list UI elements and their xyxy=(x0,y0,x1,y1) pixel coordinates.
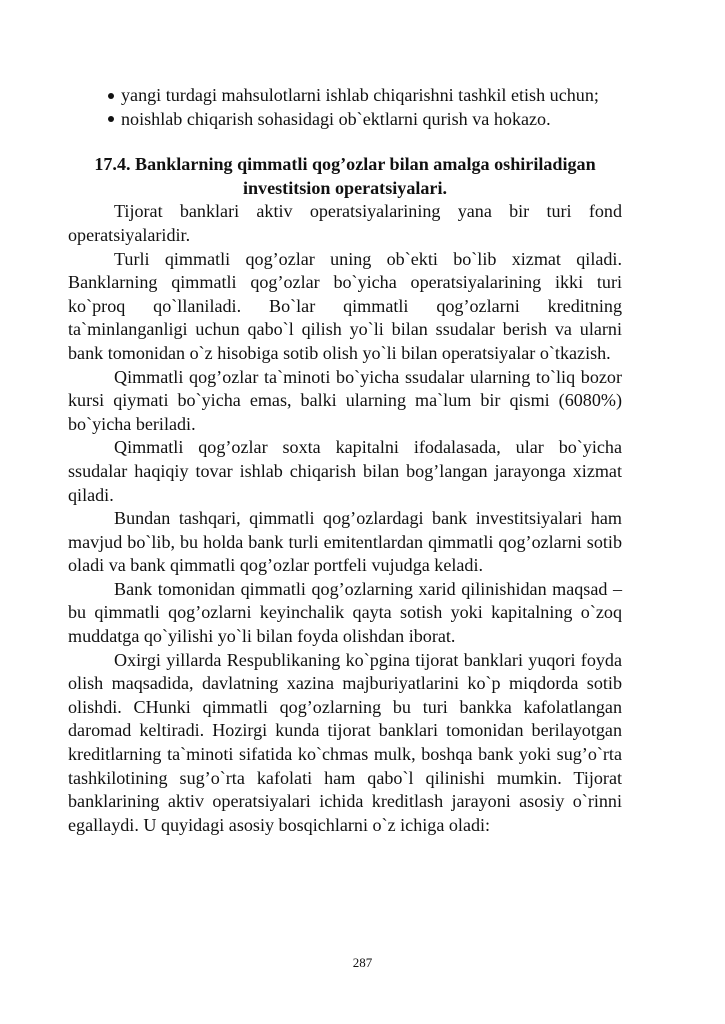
section-heading: 17.4. Banklarning qimmatli qog’ozlar bilan amalga oshiriladigan investitsion operatsiyalari. xyxy=(94,154,596,198)
paragraph: Qimmatli qog’ozlar soxta kapitalni ifodalasada, ular bo`yicha ssudalar haqiqiy tovar ishlab chiqarish bilan bog’langan jarayonga xizmat qiladi. xyxy=(68,437,622,505)
bullet-item xyxy=(68,108,622,132)
page-body xyxy=(68,84,622,837)
bullet-item xyxy=(68,84,622,108)
page-number: 287 xyxy=(352,955,373,970)
bullet-icon xyxy=(108,116,114,122)
paragraph: Tijorat banklari aktiv operatsiyalarining yana bir turi fond operatsiyalaridir. xyxy=(68,201,622,245)
paragraph: Qimmatli qog’ozlar ta`minoti bo`yicha ssudalar ularning to`liq bozor kursi qiymati bo`yicha emas, balki ularning ma`lum bir qismi (6080%) bo`yicha beriladi. xyxy=(68,366,622,434)
paragraph: Turli qimmatli qog’ozlar uning ob`ekti bo`lib xizmat qiladi. Banklarning qimmatli qog’ozlar bo`yicha operatsiyalarining ikki turi ko`proq qo`llaniladi. Bo`lar qimmatli qog’ozlarni kreditning ta`minlanganligi uchun qabo`l qilish yo`li bilan ssudalar berish va ularni bank tomonidan o`z hisobiga sotib olish yo`li bilan operatsiyalar o`tkazish. xyxy=(68,248,622,363)
paragraph: Bundan tashqari, qimmatli qog’ozlardagi bank investitsiyalari ham mavjud bo`lib, bu holda bank turli emitentlardan qimmatli qog’ozlarni sotib oladi va bank qimmatli qog’ozlar portfeli vujudga keladi. xyxy=(68,508,622,576)
paragraph: Oxirgi yillarda Respublikaning ko`pgina tijorat banklari yuqori foyda olish maqsadida, davlatning xazina majburiyatlarini ko`p miqdorda sotib olishdi. CHunki qimmatli qog’ozlarning bu turi bankka kafolatlangan daromad keltiradi. Hozirgi kunda tijorat banklari tomonidan berilayotgan kreditlarning ta`minoti sifatida ko`chmas mulk, boshqa bank yoki sug’o`rta tashkilotining sug’o`rta kafolati ham qabo`l qilinishi mumkin. Tijorat banklarining aktiv operatsiyalari ichida kreditlash jarayoni asosiy o`rinni egallaydi. U quyidagi asosiy bosqichlarni o`z ichiga oladi: xyxy=(68,649,622,835)
bullet-text: yangi turdagi mahsulotlarni ishlab chiqarishni tashkil etish uchun; xyxy=(121,85,599,105)
paragraph: Bank tomonidan qimmatli qog’ozlarning xarid qilinishidan maqsad – bu qimmatli qog’ozlarni keyinchalik qayta sotish yoki kapitalning o`zoq muddatga qo`yilishi yo`li bilan foyda olishdan iborat. xyxy=(68,578,622,647)
bullet-text: noishlab chiqarish sohasidagi ob`ektlarni qurish va hokazo. xyxy=(121,108,551,129)
bullet-icon xyxy=(108,93,114,99)
